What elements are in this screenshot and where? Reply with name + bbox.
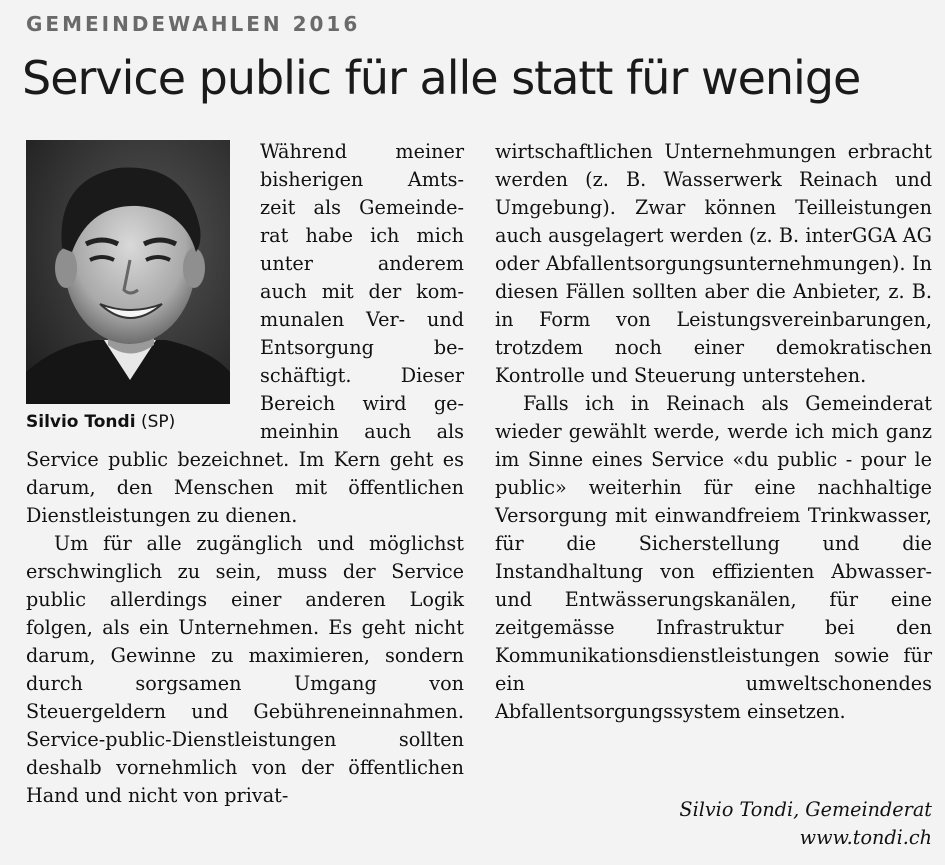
article-paragraph: Um für alle zugänglich und möglichst erschwinglich zu sein, muss der Service public allerdings einer anderen Logik folgen, als ein Unternehmen. Es geht nicht darum, Gewinne zu maximieren, sondern durch sorgsamen Umgang von Steuergeldern und Gebühreneinnahmen. Service-public-Dienstleistungen sollten deshalb vornehmlich von der öffentlichen Hand und nicht von privat- <box>26 532 464 807</box>
article-signature <box>495 796 932 852</box>
text-line: unter anderem <box>260 252 464 275</box>
text-line: schäftigt. Dieser <box>260 364 464 387</box>
author-photo <box>26 140 230 404</box>
caption-party: (SP) <box>140 412 176 432</box>
article-paragraph: wirtschaftlichen Unternehmungen erbracht werden (z. B. Wasserwerk Reinach und Umgebung). Zwar können Teilleistungen auch ausgelagert werden (z. B. interGGA AG oder Abfallentsorgungsunternehmungen). In diesen Fällen sollten aber die Anbieter, z. B. in Form von Leistungsvereinbarungen, trotzdem noch einer demokratischen Kontrolle und Steuerung unterstehen. <box>495 140 932 387</box>
text-line: meinhin auch als <box>260 420 464 443</box>
article-paragraph: Falls ich in Reinach als Gemeinderat wieder gewählt werde, werde ich mich ganz im Sinne eines Service «du public - pour le public» weiterhin für eine nachhaltige Versorgung mit einwandfreiem Trinkwasser, für die Sicherstellung und die Instandhaltung von effizienten Abwasser- und Entwässerungskanälen, für eine zeitgemässe Infrastruktur bei den Kommunikationsdienstleistungen sowie für ein umweltschonendes Abfallentsorgungssystem einsetzen. <box>495 392 932 723</box>
text-line: zeit als Gemeinde- <box>260 196 464 219</box>
text-line: munalen Ver- und <box>260 308 464 331</box>
section-kicker: GEMEINDEWAHLEN 2016 <box>26 12 361 36</box>
portrait-image <box>26 140 230 404</box>
signature-author: Silvio Tondi, Gemeinderat <box>679 798 932 821</box>
text-line: rat habe ich mich <box>260 224 464 247</box>
text-line: Bereich wird ge- <box>260 392 464 415</box>
text-line: auch mit der kom- <box>260 280 464 303</box>
signature-website: www.tondi.ch <box>799 826 932 849</box>
text-line: Während meiner <box>260 140 464 163</box>
article-column-left-top <box>260 138 464 446</box>
photo-caption <box>26 412 175 432</box>
article-column-right <box>495 138 932 726</box>
article-paragraph: Service public bezeichnet. Im Kern geht es darum, den Menschen mit öffentlichen Dienstleistungen zu dienen. <box>26 448 464 527</box>
article-column-left-bottom <box>26 446 464 810</box>
article-headline: Service public für alle statt für wenige <box>22 51 861 105</box>
caption-name: Silvio Tondi <box>26 412 136 432</box>
text-line: bisherigen Amts- <box>260 168 464 191</box>
text-line: Entsorgung be- <box>260 336 464 359</box>
